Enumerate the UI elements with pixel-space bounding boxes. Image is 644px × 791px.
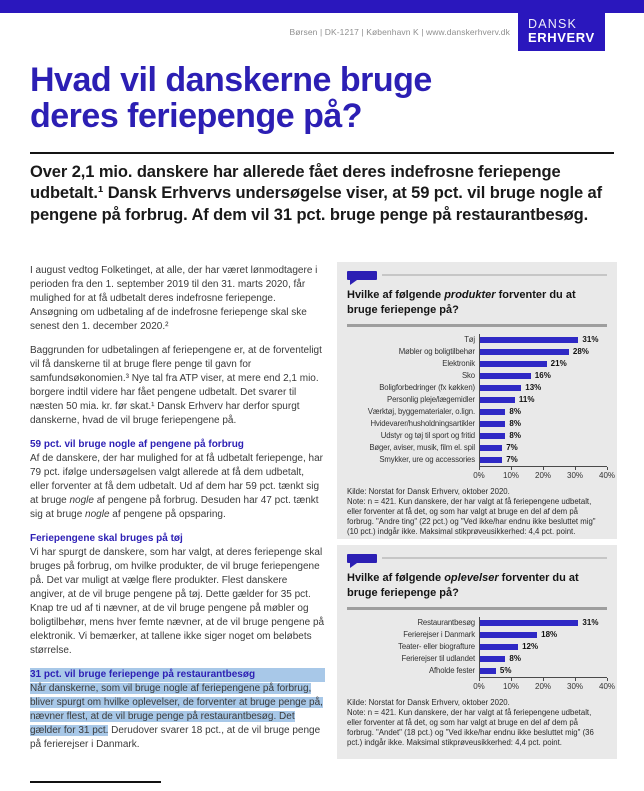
bar-value: 8%	[509, 418, 521, 428]
page-title-line1: Hvad vil danskerne bruge	[30, 61, 432, 99]
subheading-toej: Feriepengene skal bruges på tøj	[30, 533, 183, 544]
bar-value: 28%	[572, 346, 589, 356]
speech-bubble-icon	[347, 554, 377, 563]
bar	[480, 409, 505, 415]
bar-row	[347, 418, 607, 430]
bar	[480, 349, 569, 355]
chart-note: Note: n = 421. Kun danskere, der har valgt at få feriepengene udbetalt, eller forventer at få det, og som har valgt at bruge en del af dem på forbrug. "Andet" (18 pct.) og "Ved ikke/har endnu ikke besluttet mig" (36 pct.) indgår ikke. Maksimal stikprøveusikkerhed: 4,4 pct. point.	[347, 707, 594, 748]
bar-value: 18%	[541, 629, 558, 639]
bar-track	[479, 442, 607, 454]
bar-row	[347, 406, 607, 418]
bar-value: 31%	[582, 617, 599, 627]
bar	[480, 385, 521, 391]
chart-source: Kilde: Norstat for Dansk Erhverv, oktober 2020.	[347, 486, 510, 496]
bar-row	[347, 641, 607, 653]
axis-tick-label: 30%	[566, 470, 584, 480]
bar-label: Udstyr og tøj til sport og fritid	[380, 430, 475, 440]
bar	[480, 361, 547, 367]
bar	[480, 620, 578, 626]
bar-row	[347, 430, 607, 442]
bar-value: 13%	[525, 382, 542, 392]
axis-tick	[575, 678, 576, 681]
axis-tick-label: 40%	[598, 681, 616, 691]
axis-tick	[575, 467, 576, 470]
paragraph-3	[30, 452, 325, 522]
bar-value: 8%	[509, 430, 521, 440]
bar-label: Ferierejser i Danmark	[403, 629, 475, 639]
chart-title-italic: oplevelser	[444, 572, 499, 584]
chart-title-rule	[347, 607, 607, 610]
axis-tick	[479, 678, 480, 681]
axis-tick	[511, 678, 512, 681]
article-column	[30, 264, 325, 762]
bar-value: 16%	[534, 370, 551, 380]
speech-bubble-icon	[347, 271, 377, 280]
bar-row	[347, 346, 607, 358]
bar	[480, 644, 518, 650]
header-rule	[382, 274, 607, 276]
bar-label: Møbler og boligtilbehør	[398, 346, 475, 356]
bar-track	[479, 430, 607, 442]
bar-track	[479, 370, 607, 382]
bar-track	[479, 358, 607, 370]
bar-label: Sko	[462, 370, 475, 380]
bar	[480, 632, 537, 638]
intro-paragraph: Over 2,1 mio. danskere har allerede fået deres indefrosne feriepenge udbetalt.¹ Dansk Erhvervs undersøgelse viser, at 59 pct. vil bruge nogle af pengene på forbrug. Af dem vil 31 pct. bruge penge på restaurantbesøg.	[30, 163, 603, 224]
bar-row	[347, 629, 607, 641]
chart-title-italic: produkter	[444, 289, 496, 301]
title-divider	[30, 152, 614, 154]
bar-row	[347, 334, 607, 346]
bar-label: Ferierejser til udlandet	[401, 653, 475, 663]
bar-row	[347, 382, 607, 394]
bar-value: 31%	[582, 334, 599, 344]
paragraph-1: I august vedtog Folketinget, at alle, der har været lønmodtagere i perioden fra den 1. september 2019 til den 31. marts 2020, får mulighed for at få udbetalt deres indefrosne feriepenge. Ansøgning om udbetaling af de indefrosne feriepenge skal ske senest den 1. december 2020.²	[30, 265, 318, 332]
axis-tick	[607, 467, 608, 470]
axis-tick-label: 0%	[473, 681, 485, 691]
bar-row	[347, 358, 607, 370]
bar-track	[479, 653, 607, 665]
bar-track	[479, 394, 607, 406]
paragraph-4: Vi har spurgt de danskere, som har valgt, at deres feriepenge skal bruges på forbrug, om hvilke produkter, de vil bruge feriepengene på. Det var muligt at vælge flere produkter. Flest danskere angiver, at de vil bruge pengene på tøj. Dette gælder for 35 pct. Knap tre ud af ti nævner, at de vil bruge pengene på møbler og boligtilbehør, mens hver femte nævner, at de vil bruge pengene på elektronik. Vi bemærker, at tallene ikke siger noget om beløbets størrelse.	[30, 547, 325, 656]
bar-track	[479, 641, 607, 653]
bar-label: Afholde fester	[428, 665, 475, 675]
subheading-restaurant-highlighted: 31 pct. vil bruge feriepenge på restaurantbesøg	[30, 668, 325, 682]
bar-value: 5%	[499, 665, 512, 675]
chart-title-text: forventer du at bruge feriepenge på?	[347, 572, 579, 599]
axis-tick-label: 40%	[598, 470, 616, 480]
bar	[480, 656, 505, 662]
header-address: Børsen | DK-1217 | København K | www.danskerhverv.dk	[289, 27, 510, 37]
chart-title	[347, 571, 607, 601]
chart-rows	[347, 334, 607, 466]
italic-text: nogle	[85, 509, 110, 520]
bar-track	[479, 406, 607, 418]
chart-title-text: Hvilke af følgende	[347, 572, 445, 584]
bar-value: 11%	[518, 394, 535, 404]
bar-row	[347, 394, 607, 406]
axis-tick-label: 20%	[534, 470, 552, 480]
bar-value: 7%	[506, 442, 518, 452]
top-band	[0, 0, 644, 13]
bar-track	[479, 334, 607, 346]
axis-tick	[511, 467, 512, 470]
subheading-forbrug: 59 pct. vil bruge nogle af pengene på forbrug	[30, 439, 244, 450]
axis-tick	[479, 467, 480, 470]
chart-notes	[347, 487, 607, 538]
text-segment: af pengene på forbrug. Desuden har 47 pct. tænkt sig at bruge	[30, 495, 319, 520]
axis-tick	[543, 678, 544, 681]
chart-box-header	[347, 270, 607, 280]
chart-axis	[473, 677, 616, 693]
bar-track	[479, 454, 607, 466]
dansk-erhverv-logo	[518, 13, 605, 51]
bar-row	[347, 653, 607, 665]
bar-track	[479, 617, 607, 629]
axis-tick-label: 10%	[502, 470, 520, 480]
bar-label: Elektronik	[442, 358, 475, 368]
logo-line-dansk: DANSK	[528, 17, 578, 32]
text-segment: Af de danskere, der har mulighed for at få udbetalt feriepenge, har 79 pct. ifølge undersøgelsen valgt allerede at få dem udbetalt, eller forventer at få dem udbetalt. Ud af dem har 59 pct. tænkt sig at bruge	[30, 453, 323, 506]
chart-title-rule	[347, 324, 607, 327]
footnote-rule	[30, 781, 161, 783]
axis-tick	[607, 678, 608, 681]
bar-label: Bøger, aviser, musik, film el. spil	[369, 442, 475, 452]
bar-row	[347, 370, 607, 382]
bar	[480, 457, 502, 463]
logo-line-erhverv: ERHVERV	[528, 30, 595, 46]
text-segment: Derudover svarer 18 pct., at de vil bruge penge på ferierejser i Danmark.	[30, 725, 321, 750]
header-rule	[382, 557, 607, 559]
chart-title	[347, 288, 607, 318]
page-title	[30, 62, 622, 135]
chart-title-text: forventer du at bruge feriepenge på?	[347, 289, 576, 316]
bar-track	[479, 346, 607, 358]
bar-row	[347, 665, 607, 677]
axis-tick	[543, 467, 544, 470]
axis-tick-label: 10%	[502, 681, 520, 691]
chart-notes	[347, 698, 607, 749]
bar-row	[347, 442, 607, 454]
bar	[480, 445, 502, 451]
page-title-line2: deres feriepenge på?	[30, 97, 363, 136]
italic-text: nogle	[69, 495, 94, 506]
bar-value: 8%	[509, 653, 521, 663]
bar-track	[479, 629, 607, 641]
bar-label: Tøj	[464, 334, 475, 344]
bar	[480, 373, 531, 379]
bar-label: Boligforbedringer (fx køkken)	[379, 382, 475, 392]
chart-title-text: Hvilke af følgende	[347, 289, 445, 301]
bar-row	[347, 454, 607, 466]
chart-products-box	[337, 262, 617, 539]
chart-experiences-box	[337, 545, 617, 759]
bar-label: Smykker, ure og accessories	[379, 454, 475, 464]
bar	[480, 433, 505, 439]
bar	[480, 668, 496, 674]
bar	[480, 337, 578, 343]
bar-value: 8%	[509, 406, 521, 416]
bar	[480, 421, 505, 427]
bar-label: Hvidevarer/husholdningsartikler	[370, 418, 475, 428]
axis-tick-label: 0%	[473, 470, 485, 480]
axis-tick-label: 30%	[566, 681, 584, 691]
paragraph-5	[30, 682, 325, 752]
bar-value: 12%	[522, 641, 539, 651]
axis-tick-label: 20%	[534, 681, 552, 691]
chart-box-header	[347, 553, 607, 563]
chart-note: Note: n = 421. Kun danskere, der har valgt at få feriepengene udbetalt, eller forventer at få det, og som har valgt at bruge en del af dem på forbrug. "Andre ting" (22 pct.) og "Ved ikke/har endnu ikke besluttet mig" (10 pct.) indgår ikke. Maksimal stikprøveusikkerhed: 4,4 pct. point.	[347, 496, 596, 537]
chart-rows	[347, 617, 607, 677]
bar-label: Teater- eller biografture	[398, 641, 475, 651]
bar-row	[347, 617, 607, 629]
highlighted-text: Når danskerne, som vil bruge nogle af feriepengene på forbrug, bliver spurgt om hvilke oplevelser, de forventer at bruge penge på, nævner flest, at de vil bruge penge på restaurantbesøg. Det gælder for 31 pct.	[30, 683, 323, 736]
chart-axis	[473, 466, 616, 482]
bar-label: Personlig pleje/lægemidler	[387, 394, 475, 404]
text-segment: af pengene på opsparing.	[109, 509, 226, 520]
bar-value: 7%	[506, 454, 518, 464]
bar-track	[479, 382, 607, 394]
bar-label: Restaurantbesøg	[417, 617, 475, 627]
bar-label: Værktøj, byggematerialer, o.lign.	[367, 406, 475, 416]
bar-track	[479, 418, 607, 430]
bar	[480, 397, 515, 403]
paragraph-2: Baggrunden for udbetalingen af feriepengene er, at de forventeligt vil få danskerne til at bruge flere penge til gavn for samfundsøkonomien.³ Nye tal fra ATP viser, at mere end 2,1 mio. borgere indtil videre har fået pengene udbetalt. Det svarer til næsten 50 mia. kr. før skat.¹ Dansk Erhverv har derfor spurgt danskerne, hvad de vil bruge feriepengene på.	[30, 345, 322, 426]
bar-track	[479, 665, 607, 677]
chart-source: Kilde: Norstat for Dansk Erhverv, oktober 2020.	[347, 697, 510, 707]
bar-value: 21%	[550, 358, 567, 368]
